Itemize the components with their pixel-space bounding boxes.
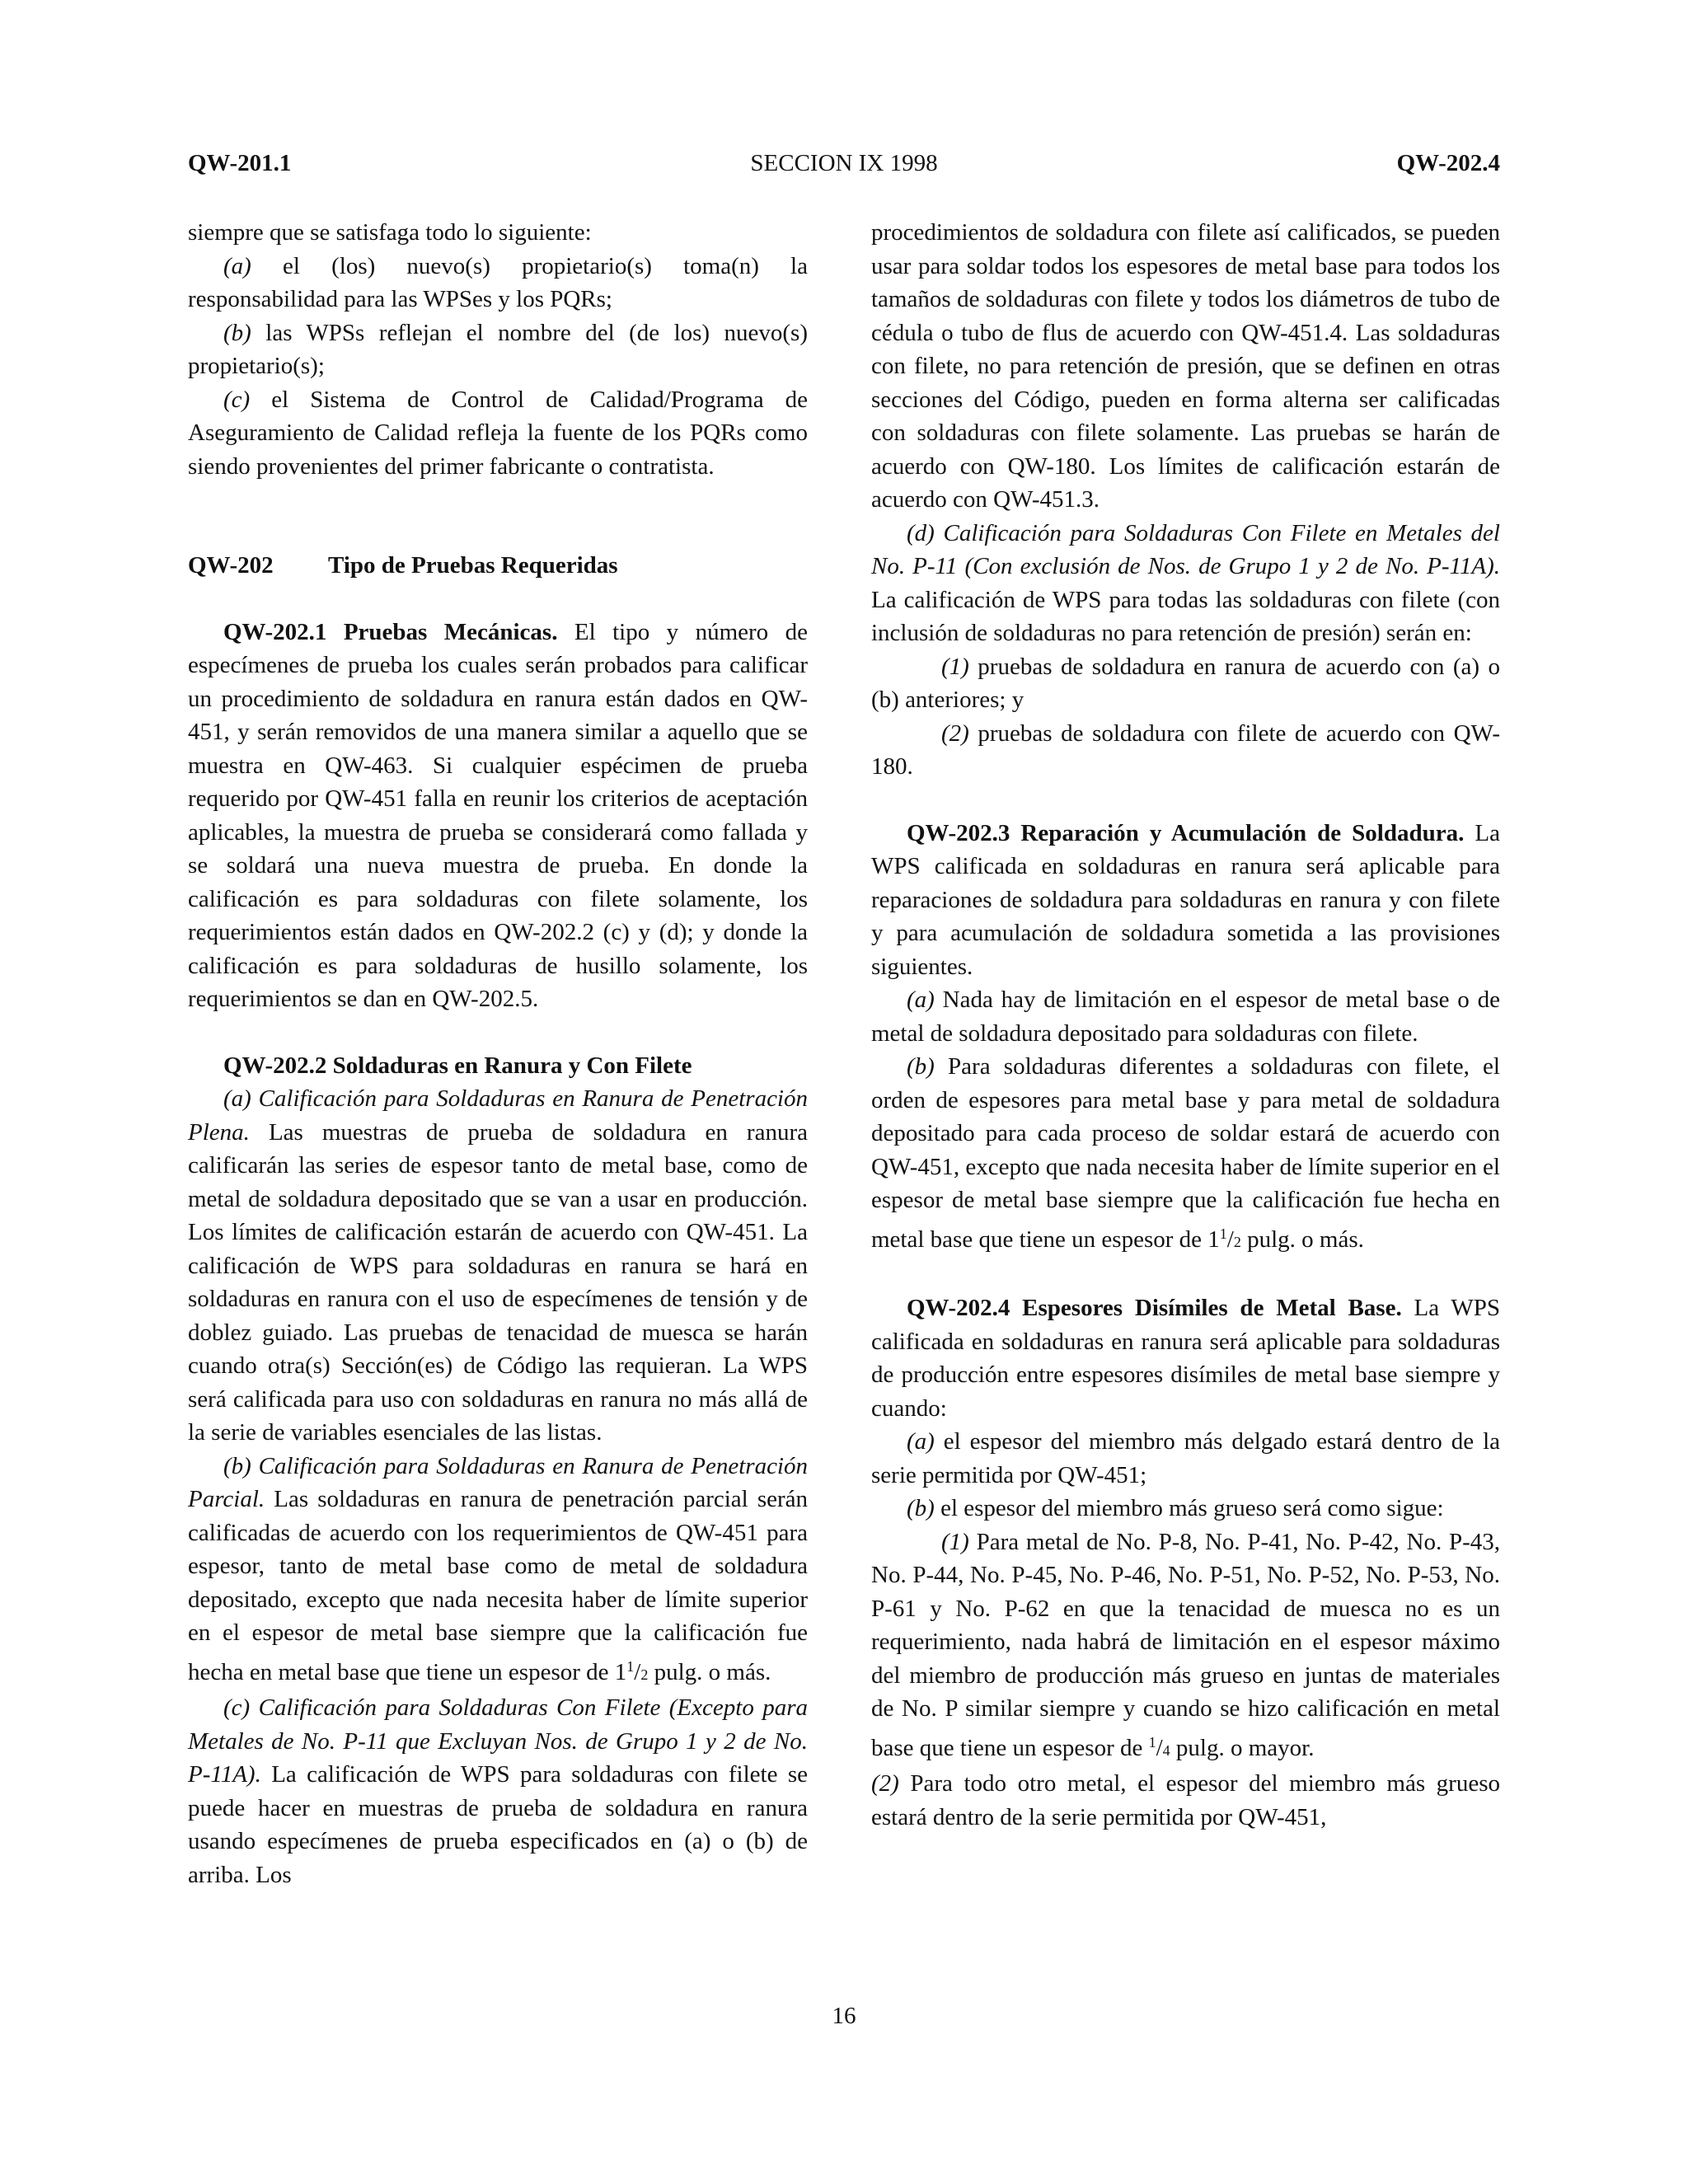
list-item-a [188,250,808,316]
paragraph-qw-202-2-a [188,1082,808,1450]
section-title: Tipo de Pruebas Requeridas [328,552,618,579]
left-column [188,216,808,1891]
item-label: (a) [223,252,251,279]
item-text: Nada hay de limitación en el espesor de metal base o de metal de soldadura depositado para soldaduras con filete. [871,987,1500,1047]
continuation-paragraph: procedimientos de soldadura con filete así calificados, se pueden usar para soldar todos los espesores de metal base para todos los tamaños de soldaduras con filete y todos los diámetros de tubo de cédula o tubo de flus de acuerdo con QW-451.4. Las soldaduras con filete, no para retención de presión, que se definen en otras secciones del Código, pueden en forma alterna ser calificadas con soldaduras con filete solamente. Las pruebas se harán de acuerdo con QW-180. Los límites de calificación estarán de acuerdo con QW-451.3. [871,219,1500,513]
item-text-end: pulg. o mayor. [1170,1734,1315,1761]
spacer [188,1016,808,1049]
fraction-denominator: 2 [640,1666,649,1683]
header-right: QW-202.4 [1396,150,1500,176]
fraction-one-and-half: $1^1/2$ [614,1657,649,1685]
paragraph-title: (b) Calificación para Soldaduras en Ranura de Penetración Parcial. [188,1452,808,1512]
paragraph-text: El tipo y número de especímenes de prueba los cuales serán probados para calificar un procedimiento de soldadura en ranura están dados en QW-451, y serán removidos de una manera similar a aquello que se muestra en QW-463. Si cualquier espécimen de prueba requerido por QW-451 falla en reunir los criterios de aceptación aplicables, la muestra de prueba se considerará como fallada y se soldará una nueva muestra de prueba. En donde la calificación es para soldaduras con filete solamente, los requerimientos están dados en QW-202.2 (c) y (d); y donde la calificación es para soldaduras de husillo solamente, los requerimientos se dan en QW-202.5. [188,618,808,1012]
fraction-whole: 1 [1207,1226,1220,1253]
fraction-one-quarter: $^1$/4 [1148,1733,1170,1761]
paragraph-text: Las muestras de prueba de soldadura en ranura calificarán las series de espesor tanto de metal base, como de metal de soldadura depositado que se van a usar en producción. Los límites de calificación estarán de acuerdo con QW-451. La calificación de WPS para soldaduras en ranura se hará en soldaduras en ranura con el uso de especímenes de tensión y de doblez guiado. Las pruebas de tenacidad de muesca se harán cuando otra(s) Sección(es) de Código las requieran. La WPS será calificada para uso con soldaduras en ranura no más allá de la serie de variables esenciales de las listas. [188,1118,808,1446]
subheading-qw-202-2 [188,1049,808,1083]
paragraph-title: (a) Calificación para Soldaduras en Ranura de Penetración Plena. [188,1085,808,1146]
item-label: (c) [223,386,251,413]
list-item-c [188,383,808,484]
list-item-b [188,316,808,383]
paragraph-qw-202-1 [188,616,808,1016]
fraction-numerator: 1 [1219,1225,1227,1242]
item-label: (1) [941,653,969,680]
fraction-numerator: 1 [626,1657,635,1675]
item-text: el espesor del miembro más delgado estará dentro de la serie permitida por QW-451; [871,1428,1500,1488]
spacer [871,784,1500,817]
list-item-d2 [871,717,1500,784]
header-center: SECCION IX 1998 [750,150,938,176]
item-label: (b) [907,1495,935,1521]
paragraph-qw-202-2-c [188,1691,808,1891]
fraction-numerator: 1 [1148,1733,1156,1750]
item-text: pruebas de soldadura en ranura de acuerdo con (a) o (b) anteriores; y [871,653,1500,713]
item-text: Para metal de No. P-8, No. P-41, No. P-42, No. P-43, No. P-44, No. P-45, No. P-46, No. P-51, No. P-52, No. P-53, No. P-61 y No. P-62 en que la tenacidad de muesca no es un requerimiento, nada habrá de limitación en el espesor máximo del miembro de producción más grueso en juntas de materiales de No. P similar siempre y cuando se hizo calificación en metal base que tiene un espesor de [871,1528,1500,1761]
paragraph-qw-202-4-a [871,1425,1500,1492]
paragraph-qw-202-3-b [871,1050,1500,1258]
section-heading [188,549,808,583]
paragraph-text: La WPS calificada en soldaduras en ranura será aplicable para soldaduras de producción entre espesores disímiles de metal base siempre y cuando: [871,1295,1500,1422]
item-label: (2) [871,1770,899,1797]
paragraph-title: (d) Calificación para Soldaduras Con Filete en Metales del No. P-11 (Con exclusión de Nos. de Grupo 1 y 2 de No. P-11A). [871,519,1500,579]
item-label: (b) [907,1053,935,1080]
paragraph-text: La calificación de WPS para todas las soldaduras con filete (con inclusión de soldaduras no para retención de presión) serán en: [871,586,1500,646]
list-item-d1 [871,650,1500,717]
paragraph-title: QW-202.3 Reparación y Acumulación de Soldadura. [907,819,1465,846]
paragraph-qw-202-3 [871,817,1500,984]
spacer [188,483,808,549]
paragraph-text: La calificación de WPS para soldaduras con filete se puede hacer en muestras de prueba de soldadura en ranura usando especímenes de prueba especificados en (a) o (b) de arriba. Los [188,1761,808,1888]
item-label: (b) [223,319,251,346]
paragraph-qw-202-2-b [188,1450,808,1692]
spacer [188,583,808,616]
item-text: Para soldaduras diferentes a soldaduras con filete, el orden de espesores para metal base y para metal de soldadura depositado para cada proceso de soldar estará de acuerdo con QW-451, excepto que nada necesita haber de límite superior en el espesor de metal base siempre que la calificación fue hecha en metal base que tiene un espesor de [871,1053,1500,1253]
item-text: el (los) nuevo(s) propietario(s) toma(n) la responsabilidad para las WPSes y los PQRs; [188,252,808,312]
paragraph-qw-202-2-d [871,517,1500,650]
item-label: (2) [941,719,969,747]
item-text: Para todo otro metal, el espesor del miembro más grueso estará dentro de la serie permitida por QW-451, [871,1770,1500,1830]
paragraph-title: QW-202.1 Pruebas Mecánicas. [223,618,558,645]
item-text: el espesor del miembro más grueso será como sigue: [934,1495,1444,1521]
right-column [871,216,1500,1834]
item-text-end: pulg. o más. [1240,1226,1364,1253]
item-text: el Sistema de Control de Calidad/Programa de Aseguramiento de Calidad refleja la fuente de los PQRs como siendo provenientes del primer fabricante o contratista. [188,386,808,480]
subheading-text: QW-202.2 Soldaduras en Ranura y Con Filete [223,1052,692,1079]
paragraph-title: (c) Calificación para Soldaduras Con Filete (Excepto para Metales de No. P-11 que Excluyan Nos. de Grupo 1 y 2 de No. P-11A). [188,1694,808,1788]
fraction-whole: 1 [614,1658,627,1685]
fraction-one-and-half: $1^1/2$ [1207,1225,1241,1253]
item-text: pruebas de soldadura con filete de acuerdo con QW-180. [871,719,1500,780]
section-number: QW-202 [188,552,274,579]
paragraph-text: La WPS calificada en soldaduras en ranura será aplicable para reparaciones de soldadura para soldaduras en ranura y con filete y para acumulación de soldadura sometida a las provisiones siguientes. [871,819,1500,980]
fraction-denominator: 2 [1233,1233,1241,1250]
paragraph-qw-202-4-b [871,1492,1500,1526]
intro-paragraph: siempre que se satisfaga todo lo siguiente: [188,219,592,246]
paragraph-qw-202-3-a [871,983,1500,1050]
paragraph-text: Las soldaduras en ranura de penetración parcial serán calificadas de acuerdo con los requerimientos de QW-451 para espesor, tanto de metal base como de metal de soldadura depositado, excepto que nada necesita haber de límite superior en el espesor de metal base siempre que la calificación fue hecha en metal base que tiene un espesor de [188,1486,808,1685]
spacer [871,1258,1500,1291]
paragraph-title: QW-202.4 Espesores Disímiles de Metal Base. [907,1295,1402,1321]
paragraph-text-end: pulg. o más. [648,1658,771,1685]
fraction-denominator: 4 [1162,1741,1170,1759]
page-number: 16 [832,2003,856,2029]
item-text: las WPSs reflejan el nombre del (de los) nuevo(s) propietario(s); [188,319,808,379]
paragraph-qw-202-4-b1 [871,1526,1500,1768]
item-label: (a) [907,1428,935,1455]
page-header [188,147,1500,180]
paragraph-qw-202-4 [871,1291,1500,1425]
item-label: (1) [941,1528,969,1555]
header-left: QW-201.1 [188,150,292,176]
paragraph-qw-202-4-b2 [871,1767,1500,1834]
item-label: (a) [907,987,935,1013]
